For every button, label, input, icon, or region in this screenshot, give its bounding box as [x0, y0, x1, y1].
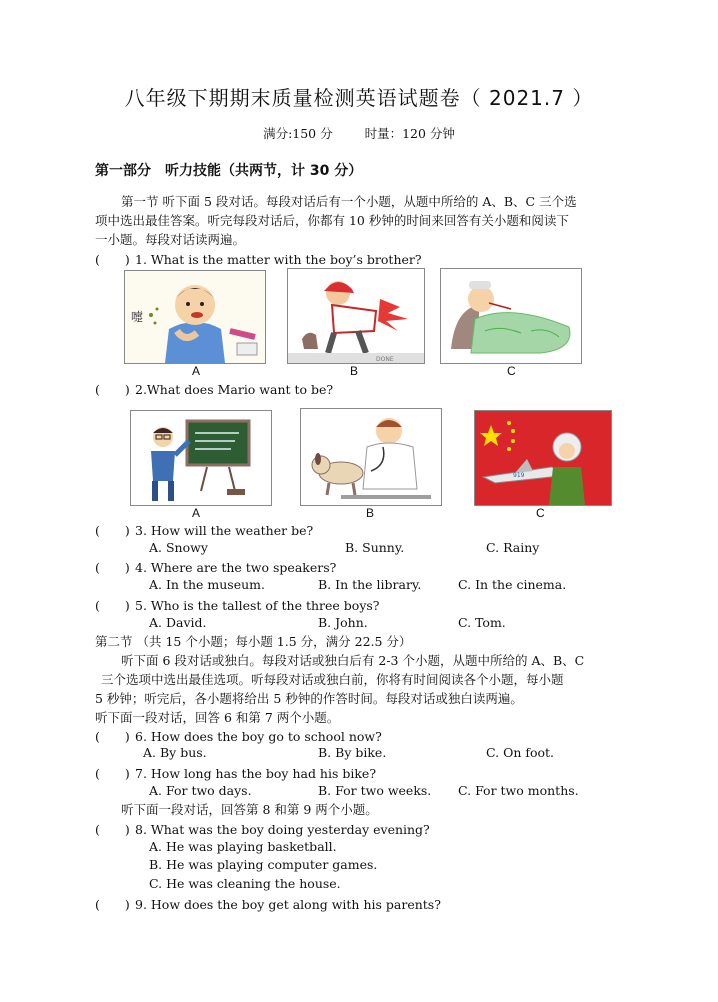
answer-blank[interactable]: ( )	[95, 822, 130, 837]
answer-blank[interactable]: ( )	[95, 598, 130, 613]
dialog-instruction-2: 听下面一段对话，回答第 8 和第 9 两个小题。	[121, 802, 378, 817]
q2-image-b-vet	[300, 408, 442, 506]
q2-image-c-pilot	[474, 410, 612, 506]
q6-option-c[interactable]: C. On foot.	[486, 745, 555, 760]
answer-blank[interactable]: ( )	[95, 766, 130, 781]
question-6: ( ) 6. How does the boy go to school now?	[95, 729, 382, 744]
full-score: 满分:150 分	[263, 126, 333, 141]
exam-time: 时量：120 分钟	[364, 126, 455, 141]
question-3: ( ) 3. How will the weather be?	[95, 523, 314, 538]
q6-option-a[interactable]: A. By bus.	[143, 745, 207, 760]
question-4: ( ) 4. Where are the two speakers?	[95, 560, 337, 575]
q8-option-a[interactable]: A. He was playing basketball.	[149, 839, 337, 854]
q1-image-a-sneezing-boy	[124, 270, 266, 364]
q1-image-b-back-pain	[287, 268, 425, 364]
q3-option-c[interactable]: C. Rainy	[486, 540, 540, 555]
q1-caption-c: C	[507, 364, 516, 378]
plane-number: 919	[513, 472, 525, 479]
q8-option-c[interactable]: C. He was cleaning the house.	[149, 876, 341, 891]
section1-intro-l1: 第一节 听下面 5 段对话。每段对话后有一个小题，从题中所给的 A、B、C 三个选	[121, 194, 577, 209]
section2-title: 第二节 （共 15 个小题；每小题 1.5 分，满分 22.5 分）	[95, 634, 412, 649]
q5-option-c[interactable]: C. Tom.	[458, 615, 506, 630]
q1-caption-a: A	[192, 364, 201, 378]
dialog-instruction-1: 听下面一段对话，回答 6 和第 7 两个小题。	[95, 710, 340, 725]
q7-option-c[interactable]: C. For two months.	[458, 783, 579, 798]
q8-option-b[interactable]: B. He was playing computer games.	[149, 857, 378, 872]
q7-option-a[interactable]: A. For two days.	[149, 783, 252, 798]
toolbar-label: DONE	[376, 356, 394, 363]
q4-option-c[interactable]: C. In the cinema.	[458, 577, 567, 592]
question-5: ( ) 5. Who is the tallest of the three boys?	[95, 598, 380, 613]
answer-blank[interactable]: ( )	[95, 523, 130, 538]
question-9: ( ) 9. How does the boy get along with his parents?	[95, 897, 441, 912]
answer-blank[interactable]: ( )	[95, 382, 130, 397]
section2-intro-l3: 5 秒钟；听完后，各小题将给出 5 秒钟的作答时间。每段对话或独白读两遍。	[95, 691, 523, 706]
q1-caption-b: B	[350, 364, 359, 378]
q4-option-a[interactable]: A. In the museum.	[149, 577, 265, 592]
part1-title: 第一部分 听力技能（共两节，计 30 分）	[95, 163, 363, 179]
answer-blank[interactable]: ( )	[95, 897, 130, 912]
q2-caption-c: C	[536, 506, 545, 520]
section2-intro-l2: 三个选项中选出最佳选项。听每段对话或独白前，你将有时间阅读各个小题，每小题	[101, 672, 564, 687]
question-1: ( ) 1. What is the matter with the boy’s brother?	[95, 252, 422, 267]
q5-option-a[interactable]: A. David.	[149, 615, 207, 630]
answer-blank[interactable]: ( )	[95, 729, 130, 744]
page-title: 八年级下期期末质量检测英语试题卷（ 2021.7 ）	[124, 86, 594, 110]
q4-option-b[interactable]: B. In the library.	[318, 577, 422, 592]
q2-caption-b: B	[366, 506, 375, 520]
answer-blank[interactable]: ( )	[95, 560, 130, 575]
q2-caption-a: A	[192, 506, 201, 520]
section1-intro-l2: 项中选出最佳答案。听完每段对话后，你都有 10 秒钟的时间来回答有关小题和阅读下	[95, 213, 569, 228]
q5-option-b[interactable]: B. John.	[318, 615, 368, 630]
q7-option-b[interactable]: B. For two weeks.	[318, 783, 432, 798]
svg-text:嚏: 嚏	[131, 310, 144, 324]
q2-image-a-teacher	[130, 410, 272, 506]
answer-blank[interactable]: ( )	[95, 252, 130, 267]
question-2: ( ) 2.What does Mario want to be?	[95, 382, 334, 397]
question-7: ( ) 7. How long has the boy had his bike?	[95, 766, 377, 781]
q3-option-a[interactable]: A. Snowy	[149, 540, 208, 555]
q6-option-b[interactable]: B. By bike.	[318, 745, 387, 760]
section2-intro-l1: 听下面 6 段对话或独白。每段对话或独白后有 2-3 个小题，从题中所给的 A、B、C	[121, 653, 585, 668]
section1-intro-l3: 一小题。每段对话读两遍。	[95, 232, 246, 247]
exam-meta	[0, 124, 718, 142]
q1-image-c-fever-in-bed	[440, 268, 582, 364]
question-8: ( ) 8. What was the boy doing yesterday evening?	[95, 822, 430, 837]
q3-option-b[interactable]: B. Sunny.	[345, 540, 405, 555]
